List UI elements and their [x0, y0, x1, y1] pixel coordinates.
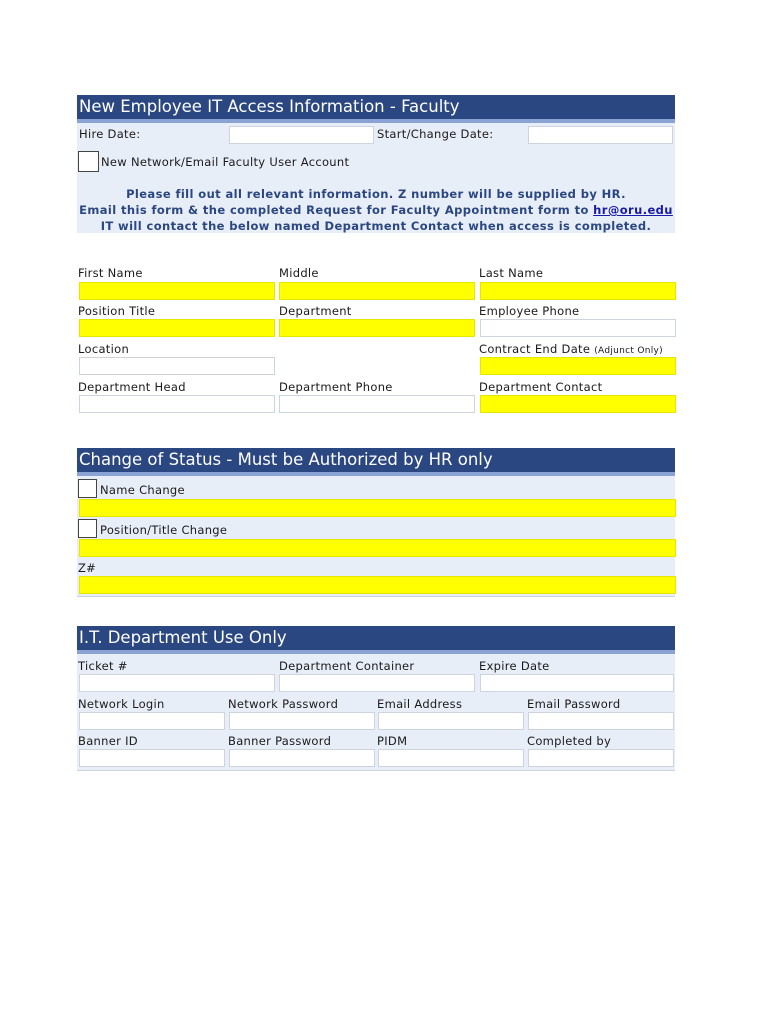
- department-container-label: Department Container: [279, 659, 415, 673]
- ticket-input[interactable]: [79, 674, 275, 692]
- email-password-label: Email Password: [527, 697, 621, 711]
- position-title-input[interactable]: [79, 319, 275, 337]
- banner-id-input[interactable]: [79, 749, 225, 767]
- start-change-date-input[interactable]: [528, 126, 673, 144]
- z-number-input[interactable]: [79, 576, 676, 594]
- email-password-input[interactable]: [528, 712, 674, 730]
- network-login-label: Network Login: [78, 697, 165, 711]
- new-account-label: New Network/Email Faculty User Account: [101, 155, 350, 169]
- banner-id-label: Banner ID: [78, 734, 138, 748]
- ticket-label: Ticket #: [78, 659, 128, 673]
- notice-line-1: Please fill out all relevant information. Z number will be supplied by HR.: [126, 187, 626, 201]
- position-change-label: Position/Title Change: [100, 523, 228, 537]
- department-head-input[interactable]: [79, 395, 275, 413]
- contract-end-date-text: Contract End Date: [479, 342, 591, 356]
- contract-end-date-input[interactable]: [480, 357, 676, 375]
- name-change-checkbox[interactable]: [78, 479, 97, 498]
- name-change-label: Name Change: [100, 483, 185, 497]
- section-title-new-employee: New Employee IT Access Information - Faculty: [77, 95, 675, 119]
- name-change-input[interactable]: [79, 499, 676, 517]
- instructions-notice: [77, 186, 675, 234]
- department-input[interactable]: [279, 319, 475, 337]
- notice-line-3: IT will contact the below named Department Contact when access is completed.: [100, 219, 652, 233]
- last-name-label: Last Name: [479, 266, 544, 280]
- notice-line-2: [77, 202, 675, 218]
- department-head-label: Department Head: [78, 380, 186, 394]
- pidm-input[interactable]: [378, 749, 524, 767]
- expire-date-input[interactable]: [480, 674, 674, 692]
- hire-date-label: Hire Date:: [79, 127, 141, 141]
- position-title-label: Position Title: [78, 304, 156, 318]
- position-change-input[interactable]: [79, 539, 676, 557]
- hr-email-link[interactable]: hr@oru.edu: [593, 203, 673, 217]
- start-change-date-label: Start/Change Date:: [377, 127, 494, 141]
- department-label: Department: [279, 304, 352, 318]
- department-contact-input[interactable]: [480, 395, 676, 413]
- department-phone-input[interactable]: [279, 395, 475, 413]
- middle-input[interactable]: [279, 282, 475, 300]
- email-address-label: Email Address: [377, 697, 463, 711]
- banner-password-input[interactable]: [229, 749, 375, 767]
- network-password-label: Network Password: [228, 697, 339, 711]
- first-name-input[interactable]: [79, 282, 275, 300]
- adjunct-only-note: (Adjunct Only): [594, 346, 663, 356]
- email-address-input[interactable]: [378, 712, 524, 730]
- expire-date-label: Expire Date: [479, 659, 550, 673]
- employee-phone-label: Employee Phone: [479, 304, 580, 318]
- location-input[interactable]: [79, 357, 275, 375]
- last-name-input[interactable]: [480, 282, 676, 300]
- completed-by-label: Completed by: [527, 734, 612, 748]
- section-title-change-of-status: Change of Status - Must be Authorized by HR only: [77, 448, 675, 472]
- contract-end-date-label: [479, 342, 663, 356]
- department-container-input[interactable]: [279, 674, 475, 692]
- department-contact-label: Department Contact: [479, 380, 603, 394]
- network-login-input[interactable]: [79, 712, 225, 730]
- banner-password-label: Banner Password: [228, 734, 332, 748]
- completed-by-input[interactable]: [528, 749, 674, 767]
- hire-date-input[interactable]: [229, 126, 374, 144]
- z-number-label: Z#: [78, 561, 97, 575]
- section-title-it-use-only: I.T. Department Use Only: [77, 626, 675, 650]
- location-label: Location: [78, 342, 130, 356]
- department-phone-label: Department Phone: [279, 380, 393, 394]
- new-account-checkbox[interactable]: [78, 151, 99, 172]
- network-password-input[interactable]: [229, 712, 375, 730]
- first-name-label: First Name: [78, 266, 143, 280]
- position-change-checkbox[interactable]: [78, 519, 97, 538]
- employee-phone-input[interactable]: [480, 319, 676, 337]
- notice-line-2-text: Email this form & the completed Request for Faculty Appointment form to: [79, 203, 594, 217]
- middle-label: Middle: [279, 266, 319, 280]
- pidm-label: PIDM: [377, 734, 408, 748]
